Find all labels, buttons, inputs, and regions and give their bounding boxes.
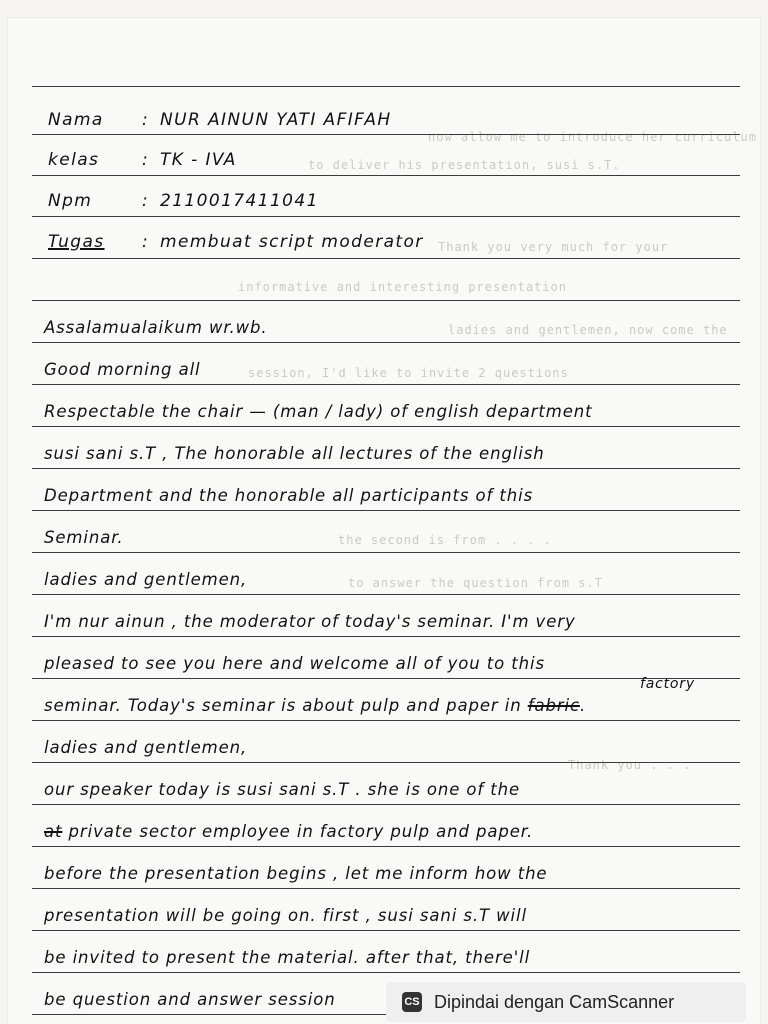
ruled-line xyxy=(32,594,740,595)
ruled-line xyxy=(32,552,740,553)
bleed-through-text: Thank you . . . xyxy=(568,758,692,772)
bleed-through-text: session, I'd like to invite 2 questions xyxy=(248,366,569,380)
bleed-through-text: to deliver his presentation, susi s.T. xyxy=(308,158,621,172)
struck-word: fabric xyxy=(527,696,580,715)
notebook-page xyxy=(8,18,760,1024)
camscanner-icon: CS xyxy=(402,992,422,1012)
ruled-line xyxy=(32,762,740,763)
bleed-through-text: ladies and gentlemen, now come the xyxy=(448,323,728,337)
ruled-line xyxy=(32,930,740,931)
field-label: Tugas xyxy=(48,232,105,252)
script-line: ladies and gentlemen, xyxy=(44,738,248,757)
script-line: ladies and gentlemen, xyxy=(44,570,248,589)
field-separator: : xyxy=(142,110,150,130)
ruled-line xyxy=(32,384,740,385)
field-label: Npm xyxy=(48,191,93,211)
watermark-text: Dipindai dengan CamScanner xyxy=(434,991,675,1012)
ruled-line xyxy=(32,258,740,259)
ruled-line xyxy=(32,720,740,721)
field-label: Nama xyxy=(48,110,104,130)
script-line: Good morning all xyxy=(44,360,201,379)
ruled-line xyxy=(32,426,740,427)
field-value: 2110017411041 xyxy=(160,191,319,211)
script-line: Department and the honorable all participants of this xyxy=(44,486,534,505)
ruled-line xyxy=(32,804,740,805)
script-line: presentation will be going on. first , susi sani s.T will xyxy=(44,906,527,925)
ruled-line xyxy=(32,216,740,217)
script-line: be invited to present the material. after that, there'll xyxy=(44,948,531,967)
script-line: pleased to see you here and welcome all of you to this xyxy=(44,654,545,673)
script-line: our speaker today is susi sani s.T . she is one of the xyxy=(44,780,521,799)
script-line: seminar. Today's seminar is about pulp and paper in xyxy=(44,696,522,715)
ruled-line xyxy=(32,86,740,87)
struck-word: at xyxy=(44,822,63,841)
field-separator: : xyxy=(142,191,150,211)
ruled-line xyxy=(32,175,740,176)
field-value: membuat script moderator xyxy=(160,232,424,252)
bleed-through-text: Thank you very much for your xyxy=(438,240,669,254)
bleed-through-text: informative and interesting presentation xyxy=(238,280,567,294)
script-line-with-correction xyxy=(44,822,533,841)
script-line: susi sani s.T , The honorable all lectures of the english xyxy=(44,444,545,463)
line-end-punctuation: . xyxy=(579,696,587,715)
script-line: I'm nur ainun , the moderator of today's seminar. I'm very xyxy=(44,612,576,631)
ruled-line xyxy=(32,846,740,847)
script-line-with-correction xyxy=(44,696,586,715)
script-line: Assalamualaikum wr.wb. xyxy=(44,318,268,337)
ruled-line xyxy=(32,300,740,301)
field-value: TK - IVA xyxy=(160,150,237,170)
ruled-line xyxy=(32,678,740,679)
script-line: Seminar. xyxy=(44,528,124,547)
inserted-word: factory xyxy=(640,676,695,692)
ruled-line xyxy=(32,888,740,889)
field-value: NUR AINUN YATI AFIFAH xyxy=(160,110,392,130)
camscanner-watermark xyxy=(386,982,746,1022)
script-line: private sector employee in factory pulp and paper. xyxy=(68,822,534,841)
field-label: kelas xyxy=(48,150,100,170)
ruled-line xyxy=(32,468,740,469)
script-line: before the presentation begins , let me inform how the xyxy=(44,864,548,883)
bleed-through-text: now allow me to introduce her curriculum xyxy=(428,130,757,144)
bleed-through-text: to answer the question from s.T xyxy=(348,576,603,590)
field-separator: : xyxy=(142,232,150,252)
script-line: Respectable the chair — (man / lady) of english department xyxy=(44,402,593,421)
bleed-through-text: the second is from . . . . xyxy=(338,533,552,547)
script-line: be question and answer session xyxy=(44,990,336,1009)
ruled-line xyxy=(32,134,740,135)
field-separator: : xyxy=(142,150,150,170)
ruled-line xyxy=(32,972,740,973)
ruled-line xyxy=(32,342,740,343)
ruled-line xyxy=(32,636,740,637)
ruled-line xyxy=(32,510,740,511)
